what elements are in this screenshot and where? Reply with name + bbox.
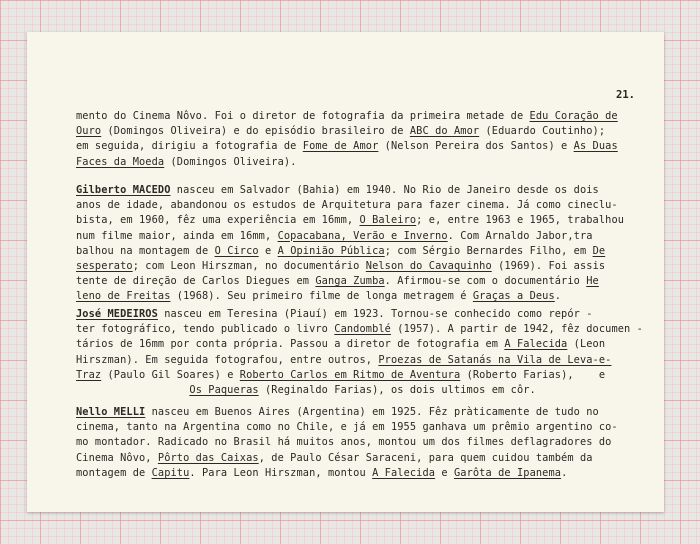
text-run: (Domingos Oliveira) e do episódio brasileiro de (101, 125, 410, 138)
text-run: (1957). A partir de 1942, fêz documen - (390, 323, 643, 336)
text-line (76, 274, 656, 289)
film-title: A Falecida (372, 466, 436, 479)
film-title: O Baleiro (359, 214, 417, 227)
film-title: leno de Freitas (76, 290, 171, 303)
text-run: nasceu em Teresina (Piauí) em 1923. Tornou-se conhecido como repór - (157, 308, 593, 320)
text-line (76, 322, 656, 337)
film-title: He (586, 275, 599, 288)
text-run: cinema, tanto na Argentina como no Chile, e já em 1955 ganhava um prêmio argentino co- (76, 421, 618, 434)
film-title: Nelson do Cavaquinho (365, 260, 492, 273)
film-title: Faces da Moeda (76, 155, 165, 168)
text-run: . (554, 290, 562, 303)
text-line (76, 368, 656, 383)
text-run: Hirszman). Em seguida fotografou, entre outros, (76, 353, 379, 366)
film-title: Garôta de Ipanema (453, 466, 562, 479)
text-run: Cinema Nôvo, (76, 451, 158, 464)
person-name: José MEDEIROS (76, 308, 158, 320)
text-run: . Com Arnaldo Jabor,tra (447, 229, 593, 242)
text-run: (1968). Seu primeiro filme de longa metragem é (170, 290, 473, 303)
text-line (76, 383, 656, 398)
text-run: . Para Leon Hirszman, montou (189, 466, 373, 479)
document-page (27, 32, 664, 512)
paragraph-jose-medeiros (76, 307, 656, 398)
film-title: A Falecida (504, 338, 568, 351)
text-run: tários de 16mm por conta própria. Passou a diretor de fotografia em (76, 338, 505, 351)
text-line (76, 109, 656, 124)
text-run: num filme maior, ainda em 16mm, (76, 229, 278, 242)
film-title: A Opinião Pública (277, 244, 385, 257)
text-run: (Eduardo Coutinho); (479, 125, 606, 138)
film-title: ABC do Amor (409, 125, 480, 138)
film-title: Graças a Deus (472, 290, 555, 303)
page-number: 21. (616, 89, 635, 101)
text-run: nasceu em Salvador (Bahia) em 1940. No Rio de Janeiro desde os dois (170, 184, 599, 196)
film-title: Pôrto das Caixas (157, 451, 259, 464)
film-title: As Duas (573, 140, 618, 153)
text-line (76, 259, 656, 274)
text-line (76, 466, 656, 481)
text-run: mo montador. Radicado no Brasil há muitos anos, montou um dos filmes deflagradores do (76, 436, 612, 449)
text-run: montagem de (76, 466, 152, 479)
text-run: e (435, 466, 454, 479)
text-run: (1969). Foi assis (491, 260, 606, 273)
text-run: ; com Sérgio Bernardes Filho, em (384, 244, 593, 257)
text-line (76, 435, 656, 450)
person-name: Nello MELLI (76, 406, 146, 418)
film-title: Capitu (151, 466, 190, 479)
text-run: (Reginaldo Farias), os dois ultimos em côr. (258, 384, 536, 397)
text-run: bista, em 1960, fêz uma experiência em 16mm, (76, 214, 360, 227)
text-run: . (561, 466, 568, 479)
text-run: ; com Leon Hirszman, no documentário (132, 260, 366, 273)
paragraph-nello-melli (76, 405, 656, 481)
text-run: ter fotográfico, tendo publicado o livro (76, 323, 335, 336)
text-run: ; e, entre 1963 e 1965, trabalhou (416, 214, 625, 227)
film-title: Os Paqueras (189, 384, 259, 397)
text-line (76, 244, 656, 259)
text-line (76, 405, 656, 420)
text-run (76, 384, 189, 396)
text-run: e (258, 244, 278, 257)
text-run: (Roberto Farias), e (460, 368, 606, 381)
text-line (76, 124, 656, 139)
film-title: Fome de Amor (302, 140, 379, 153)
text-run: anos de idade, abandonou os estudos de Arquitetura para fazer cinema. Já como cineclu- (76, 199, 618, 212)
film-title: Edu Coração de (529, 110, 618, 122)
text-line (76, 198, 656, 213)
text-run: . Afirmou-se com o documentário (384, 275, 587, 288)
text-line (76, 155, 656, 170)
paragraph-gilberto-macedo (76, 183, 656, 305)
text-run: em seguida, dirigiu a fotografia de (76, 140, 303, 153)
text-run: , de Paulo César Saraceni, para quem cuidou também da (258, 451, 593, 464)
text-line (76, 420, 656, 435)
text-run: balhou na montagem de (76, 244, 215, 257)
text-run: mento do Cinema Nôvo. Foi o diretor de fotografia da primeira metade de (76, 110, 530, 122)
text-run: (Leon (567, 338, 606, 351)
film-title: Ganga Zumba (315, 275, 385, 288)
film-title: Copacabana, Verão e Inverno (277, 229, 448, 242)
person-name: Gilberto MACEDO (76, 184, 171, 196)
text-line (76, 139, 656, 154)
text-line (76, 337, 656, 352)
text-run: (Paulo Gil Soares) e (101, 368, 240, 381)
text-run: tente de direção de Carlos Diegues em (76, 275, 316, 288)
film-title: sesperato (76, 260, 133, 273)
text-line (76, 229, 656, 244)
paragraph-edu (76, 109, 656, 170)
film-title: Roberto Carlos em Ritmo de Aventura (239, 368, 461, 381)
film-title: Proezas de Satanás na Vila de Leva-e- (378, 353, 612, 366)
film-title: Ouro (76, 125, 102, 138)
text-line (76, 183, 656, 198)
text-line (76, 353, 656, 368)
film-title: De (592, 244, 606, 257)
text-run: nasceu em Buenos Aires (Argentina) em 1925. Fêz pràticamente de tudo no (145, 406, 599, 418)
text-run: (Domingos Oliveira). (164, 155, 297, 168)
text-line (76, 213, 656, 228)
text-line (76, 451, 656, 466)
film-title: O Circo (214, 244, 259, 257)
text-line (76, 289, 656, 304)
film-title: Traz (76, 368, 102, 381)
text-run: (Nelson Pereira dos Santos) e (378, 140, 574, 153)
film-title: Candomblé (334, 323, 391, 336)
text-line (76, 307, 656, 322)
